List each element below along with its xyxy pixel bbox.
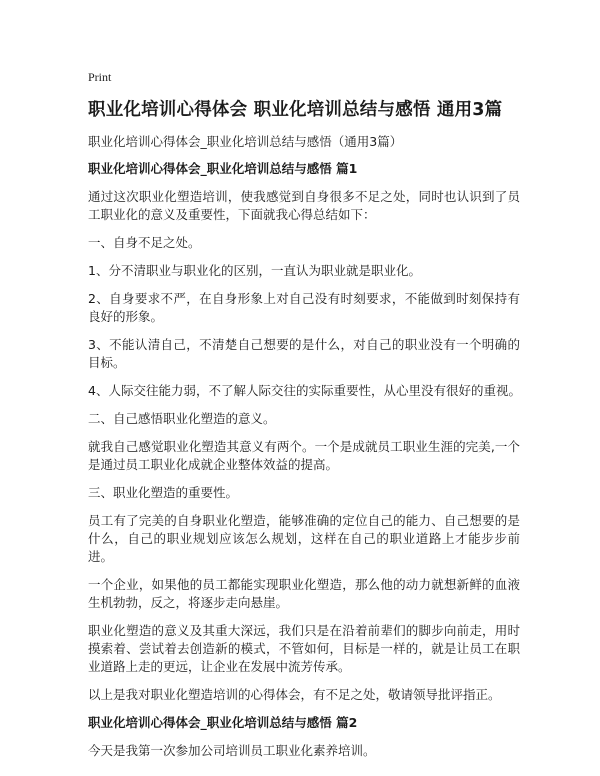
paragraph: 二、自己感悟职业化塑造的意义。 xyxy=(88,411,276,426)
paragraph: 2、自身要求不严，在自身形象上对自己没有时刻要求，不能做到时刻保持有良好的形象。 xyxy=(88,291,520,324)
paragraph: 一个企业，如果他的员工都能实现职业化塑造，那么他的动力就想新鲜的血液生机勃勃，反之，将逐步走向悬崖。 xyxy=(88,577,520,610)
paragraph: 员工有了完美的自身职业化塑造，能够准确的定位自己的能力、自己想要的是什么，自己的职业规划应该怎么规划，这样在自己的职业道路上才能步步前进。 xyxy=(88,513,520,564)
section-heading-2: 职业化培训心得体会_职业化培训总结与感悟 篇2 xyxy=(88,715,358,730)
paragraph: 一、自身不足之处。 xyxy=(88,235,201,250)
paragraph: 今天是我第一次参加公司培训员工职业化素养培训。 xyxy=(88,743,376,758)
document-subtitle: 职业化培训心得体会_职业化培训总结与感悟（通用3篇） xyxy=(88,134,403,149)
paragraph: 以上是我对职业化塑造培训的心得体会，有不足之处，敬请领导批评指正。 xyxy=(88,687,501,702)
paragraph: 就我自己感觉职业化塑造其意义有两个。一个是成就员工职业生涯的完美,一个是通过员工职业化成就企业整体效益的提高。 xyxy=(88,439,520,472)
paragraph: 三、职业化塑造的重要性。 xyxy=(88,485,239,500)
paragraph: 职业化塑造的意义及其重大深远，我们只是在沿着前辈们的脚步向前走，用时摸索着、尝试着去创造新的模式，不管如何，目标是一样的，就是让员工在职业道路上走的更远，让企业在发展中流芳传承。 xyxy=(88,623,520,674)
paragraph: 4、人际交往能力弱，不了解人际交往的实际重要性，从心里没有很好的重视。 xyxy=(88,383,521,398)
document-title: 职业化培训心得体会 职业化培训总结与感悟 通用3篇 xyxy=(88,100,503,120)
document-body xyxy=(88,160,520,770)
section-heading-1: 职业化培训心得体会_职业化培训总结与感悟 篇1 xyxy=(88,161,358,176)
paragraph: 3、不能认清自己，不清楚自己想要的是什么，对自己的职业没有一个明确的目标。 xyxy=(88,337,520,370)
paragraph: 通过这次职业化塑造培训，使我感觉到自身很多不足之处，同时也认识到了员工职业化的意义及重要性，下面就我心得总结如下： xyxy=(88,189,520,222)
paragraph: 1、分不清职业与职业化的区别，一直认为职业就是职业化。 xyxy=(88,263,421,278)
print-link[interactable]: Print xyxy=(88,70,112,84)
